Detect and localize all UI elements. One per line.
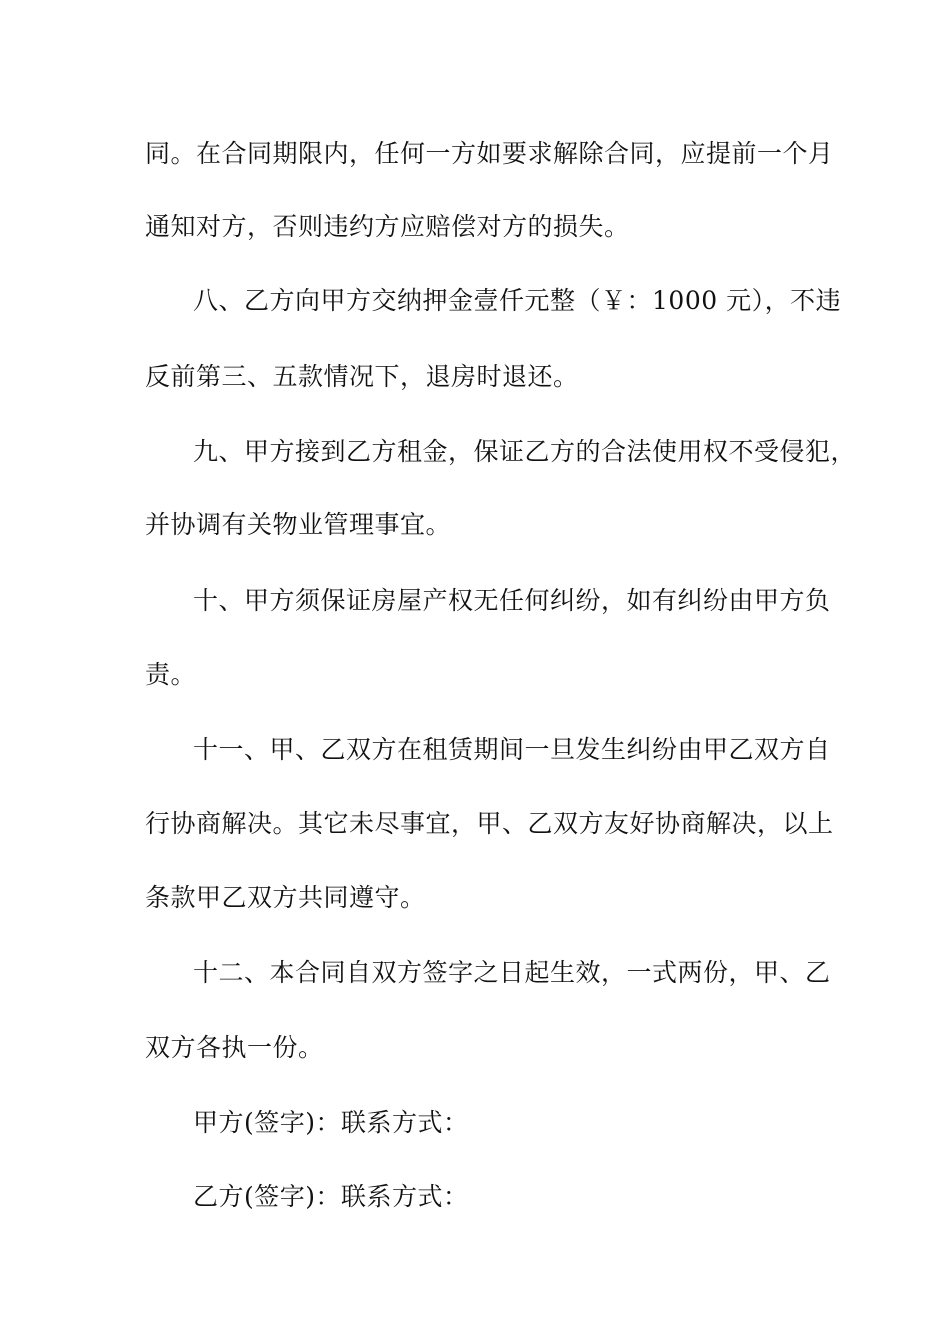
paragraph-line: 同。在合同期限内，任何一方如要求解除合同，应提前一个月 [145,139,834,168]
paragraph-line: 十一、甲、乙双方在租赁期间一旦发生纠纷由甲乙双方自 [193,735,831,764]
paragraph-line: 九、甲方接到乙方租金，保证乙方的合法使用权不受侵犯， [193,437,857,466]
paragraph-line: 十二、本合同自双方签字之日起生效，一式两份，甲、乙 [193,958,831,987]
paragraph-line: 条款甲乙双方共同遵守。 [145,883,426,912]
paragraph-line: 责。 [145,660,197,689]
paragraph-line: 双方各执一份。 [145,1033,324,1062]
signature-line-party-a: 甲方(签字)：联系方式： [193,1108,469,1137]
paragraph-line: 八、乙方向甲方交纳押金壹仟元整（￥：1000 元），不违 [193,286,842,315]
paragraph-line: 并协调有关物业管理事宜。 [145,510,452,539]
paragraph-line: 行协商解决。其它未尽事宜，甲、乙双方友好协商解决，以上 [145,809,834,838]
signature-line-party-b: 乙方(签字)：联系方式： [193,1182,469,1211]
paragraph-line: 十、甲方须保证房屋产权无任何纠纷，如有纠纷由甲方负 [193,586,831,615]
paragraph-line: 反前第三、五款情况下，退房时退还。 [145,362,579,391]
paragraph-line: 通知对方，否则违约方应赔偿对方的损失。 [145,212,630,241]
